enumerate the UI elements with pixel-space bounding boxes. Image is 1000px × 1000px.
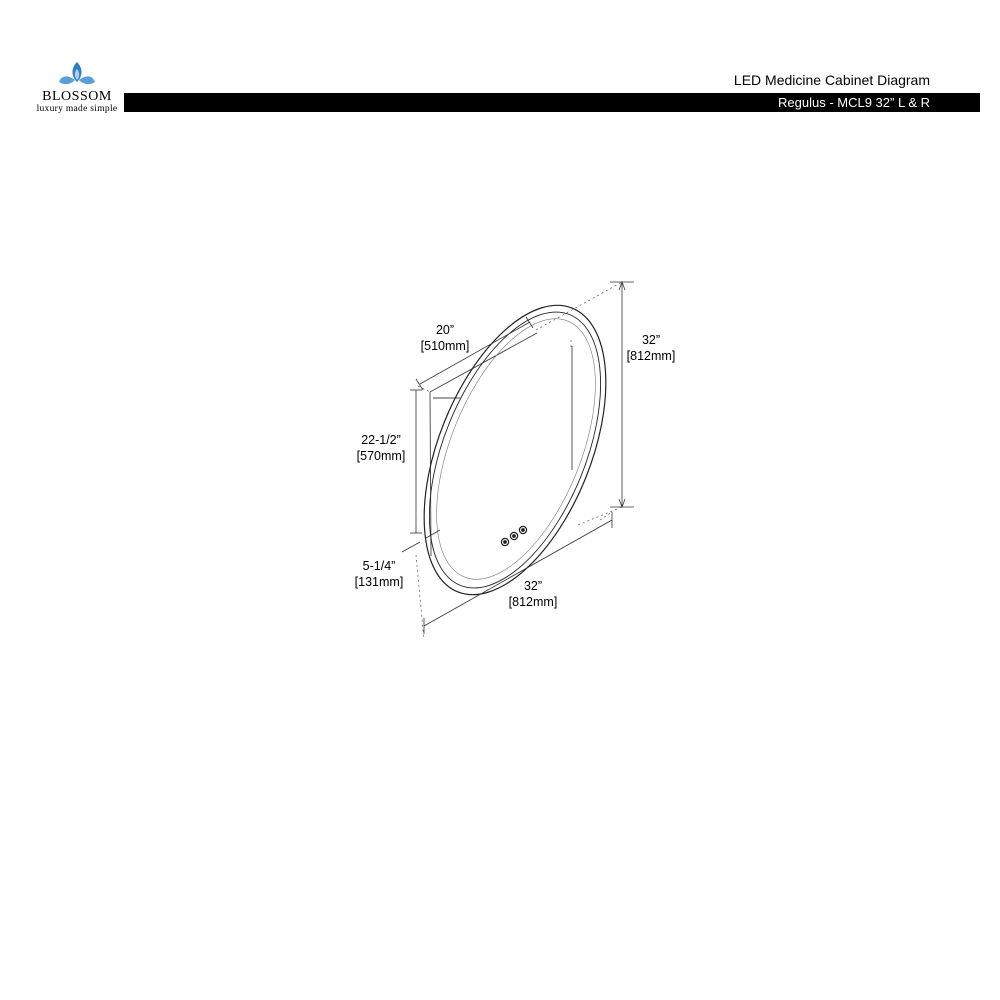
recess-mm-label: [131mm] (354, 575, 404, 589)
recess-inches-label: 5-1/4” (362, 559, 396, 573)
document-title: LED Medicine Cabinet Diagram (733, 72, 930, 88)
brand-tagline: luxury made simple (36, 104, 118, 114)
depth-mm-label: [510mm] (420, 339, 470, 353)
depth-inches-label: 20” (435, 323, 455, 337)
height-inches-label: 32” (641, 333, 661, 347)
model-label: Regulus - MCL9 32” L & R (778, 95, 930, 110)
brand-name: BLOSSOM (42, 89, 112, 104)
width-mm-label: [812mm] (508, 595, 558, 609)
cabinet-height-inches-label: 22-1/2” (361, 433, 401, 447)
touch-button-icon (501, 526, 526, 545)
height-mm-label: [812mm] (626, 349, 676, 363)
width-inches-label: 32” (523, 579, 543, 593)
cabinet-height-mm-label: [570mm] (356, 449, 406, 463)
